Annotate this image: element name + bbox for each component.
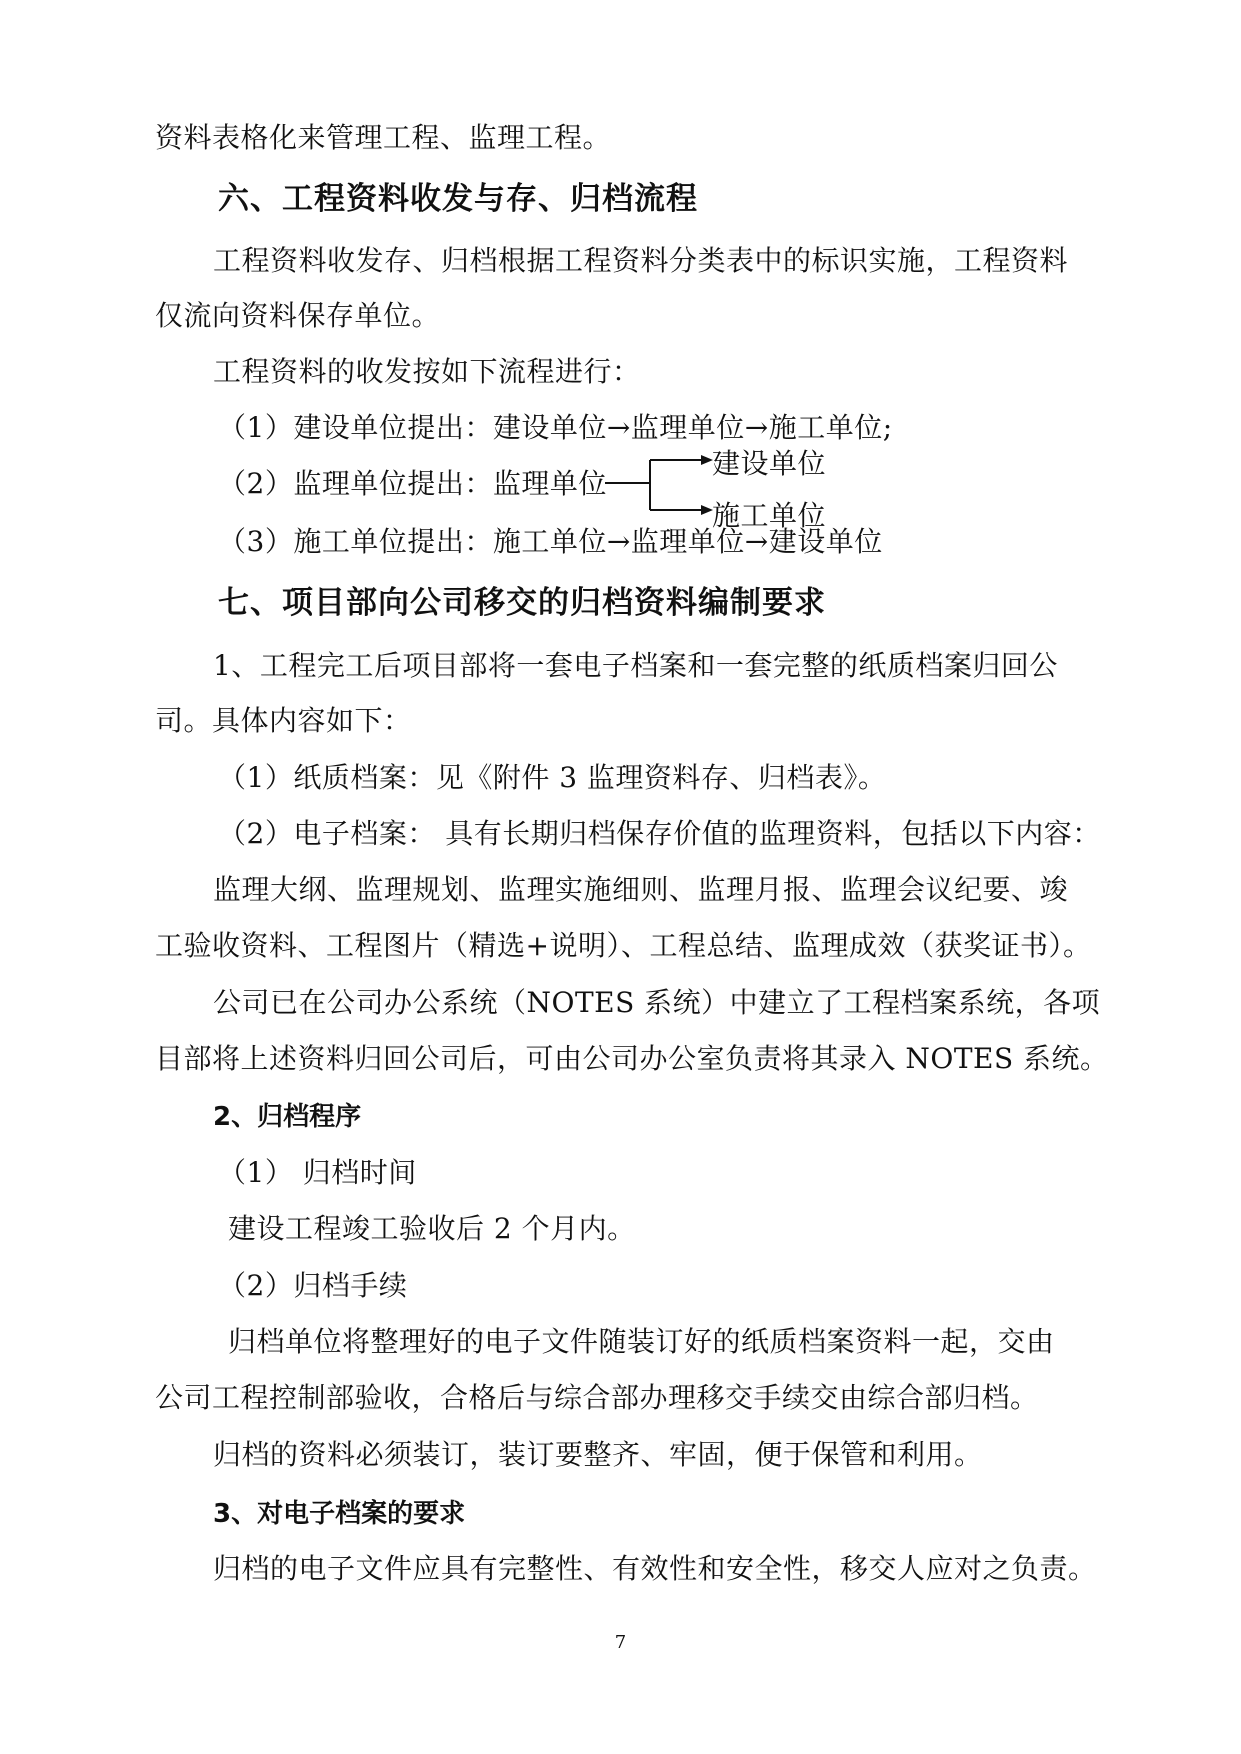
- body-text-line: 归档的资料必须装订，装订要整齐、牢固，便于保管和利用。: [213, 1438, 983, 1471]
- flow-item-3: （3）施工单位提出：施工单位→监理单位→建设单位: [218, 525, 883, 558]
- flow-item-1: （1）建设单位提出：建设单位→监理单位→施工单位;: [218, 411, 893, 444]
- body-text-line: 公司工程控制部验收，合格后与综合部办理移交手续交由综合部归档。: [155, 1381, 1039, 1414]
- body-text-line: （1） 归档时间: [218, 1156, 417, 1189]
- body-text-line: 仅流向资料保存单位。: [155, 299, 441, 332]
- body-text-line: 归档的电子文件应具有完整性、有效性和安全性，移交人应对之负责。: [213, 1552, 1097, 1585]
- body-text-line: 资料表格化来管理工程、监理工程。: [155, 121, 612, 154]
- body-text-line: 司。具体内容如下：: [155, 704, 412, 737]
- body-text-line: （2）电子档案： 具有长期归档保存价值的监理资料，包括以下内容：: [218, 817, 1101, 850]
- body-text-line: 工验收资料、工程图片（精选+说明）、工程总结、监理成效（获奖证书）。: [155, 929, 1092, 962]
- body-text-line: （1）纸质档案：见《附件 3 监理资料存、归档表》。: [218, 761, 887, 794]
- flow-branch-bottom: 施工单位: [712, 499, 827, 532]
- body-text-line: 监理大纲、监理规划、监理实施细则、监理月报、监理会议纪要、竣: [213, 873, 1069, 906]
- body-text-line: （2）归档手续: [218, 1269, 408, 1302]
- flow-branch-top: 建设单位: [712, 447, 827, 480]
- body-text-line: 建设工程竣工验收后 2 个月内。: [228, 1212, 636, 1245]
- subsection-heading-2: 2、归档程序: [213, 1102, 362, 1132]
- body-text-line: 归档单位将整理好的电子文件随装订好的纸质档案资料一起，交由: [228, 1325, 1055, 1358]
- section-heading-6: 六、工程资料收发与存、归档流程: [218, 181, 698, 217]
- page-number: 7: [614, 1632, 627, 1653]
- branch-arrow-diagram: [605, 452, 715, 530]
- body-text-line: 公司已在公司办公系统（NOTES 系统）中建立了工程档案系统，各项: [213, 986, 1101, 1019]
- body-text-line: 工程资料收发存、归档根据工程资料分类表中的标识实施，工程资料: [213, 244, 1069, 277]
- body-text-line: 1、工程完工后项目部将一套电子档案和一套完整的纸质档案归回公: [213, 649, 1058, 682]
- section-heading-7: 七、项目部向公司移交的归档资料编制要求: [218, 585, 826, 621]
- subsection-heading-3: 3、对电子档案的要求: [213, 1499, 466, 1529]
- body-text-line: 工程资料的收发按如下流程进行：: [213, 355, 641, 388]
- body-text-line: 目部将上述资料归回公司后，可由公司办公室负责将其录入 NOTES 系统。: [155, 1042, 1109, 1075]
- flow-item-2: （2）监理单位提出：监理单位: [218, 467, 607, 500]
